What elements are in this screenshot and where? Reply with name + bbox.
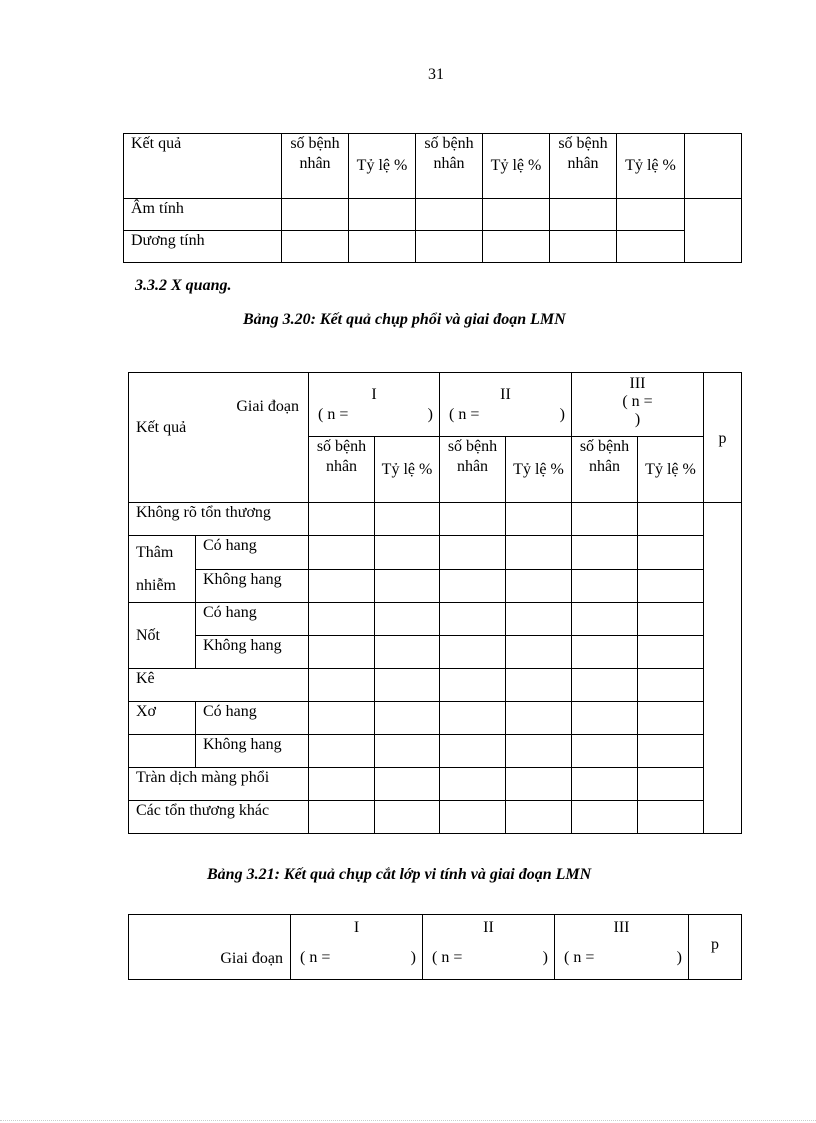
row-pleural-effusion: Tràn dịch màng phổi bbox=[129, 768, 309, 801]
results-table-top bbox=[123, 133, 742, 263]
stage-II-header: II ( n = ) bbox=[423, 915, 555, 980]
xray-stage-table bbox=[128, 372, 742, 834]
stage-label: Giai đoạn bbox=[220, 950, 283, 967]
row-miliary: Kê bbox=[129, 669, 309, 702]
row-without-cavity: Không hang bbox=[196, 569, 309, 603]
page-bottom-rule bbox=[0, 1120, 816, 1121]
p-header: p bbox=[704, 373, 742, 503]
empty-label-cell bbox=[129, 735, 196, 768]
header-rate: Tỷ lệ % bbox=[483, 134, 550, 199]
ct-stage-table bbox=[128, 914, 742, 980]
sub-header-patients: số bệnh nhân bbox=[440, 437, 506, 503]
row-with-cavity: Có hang bbox=[196, 536, 309, 570]
row-with-cavity: Có hang bbox=[196, 603, 309, 636]
stage-III-header: III ( n = ) bbox=[572, 373, 704, 437]
sub-header-rate: Tỷ lệ % bbox=[638, 437, 704, 503]
stage-III-header: III ( n = ) bbox=[555, 915, 689, 980]
row-other-lesions: Các tổn thương khác bbox=[129, 801, 309, 834]
sub-header-patients: số bệnh nhân bbox=[572, 437, 638, 503]
row-label-negative: Âm tính bbox=[124, 199, 282, 231]
section-heading: 3.3.2 X quang. bbox=[135, 277, 232, 294]
p-cell bbox=[685, 199, 742, 263]
header-patients: số bệnh nhân bbox=[416, 134, 483, 199]
sub-header-rate: Tỷ lệ % bbox=[506, 437, 572, 503]
p-value-cell bbox=[704, 503, 742, 834]
row-nodule: Nốt bbox=[129, 603, 196, 669]
header-patients: số bệnh nhân bbox=[282, 134, 349, 199]
corner-header bbox=[129, 373, 309, 503]
stage-I-header: I ( n = ) bbox=[291, 915, 423, 980]
corner-header bbox=[129, 915, 291, 980]
page-number: 31 bbox=[428, 66, 444, 83]
row-without-cavity: Không hang bbox=[196, 636, 309, 669]
table-caption-320: Bảng 3.20: Kết quả chụp phổi và giai đoạn LMN bbox=[243, 311, 566, 328]
stage-label: Giai đoạn bbox=[236, 398, 299, 415]
header-patients: số bệnh nhân bbox=[550, 134, 617, 199]
row-label-positive: Dương tính bbox=[124, 231, 282, 263]
header-rate: Tỷ lệ % bbox=[617, 134, 685, 199]
sub-header-rate: Tỷ lệ % bbox=[375, 437, 440, 503]
row-without-cavity: Không hang bbox=[196, 735, 309, 768]
stage-II-header: II ( n = ) bbox=[440, 373, 572, 437]
row-with-cavity: Có hang bbox=[196, 702, 309, 735]
row-fibrosis: Xơ bbox=[129, 702, 196, 735]
header-blank bbox=[685, 134, 742, 199]
sub-header-patients: số bệnh nhân bbox=[309, 437, 375, 503]
table-caption-321: Bảng 3.21: Kết quả chụp cắt lớp vi tính và giai đoạn LMN bbox=[207, 866, 592, 883]
p-header: p bbox=[689, 915, 742, 980]
row-infiltrate: Thâm nhiễm bbox=[129, 536, 196, 603]
result-label: Kết quả bbox=[136, 419, 187, 436]
stage-I-header: I ( n = ) bbox=[309, 373, 440, 437]
row-unclear: Không rõ tổn thương bbox=[129, 503, 309, 536]
header-result: Kết quả bbox=[124, 134, 282, 199]
header-rate: Tỷ lệ % bbox=[349, 134, 416, 199]
